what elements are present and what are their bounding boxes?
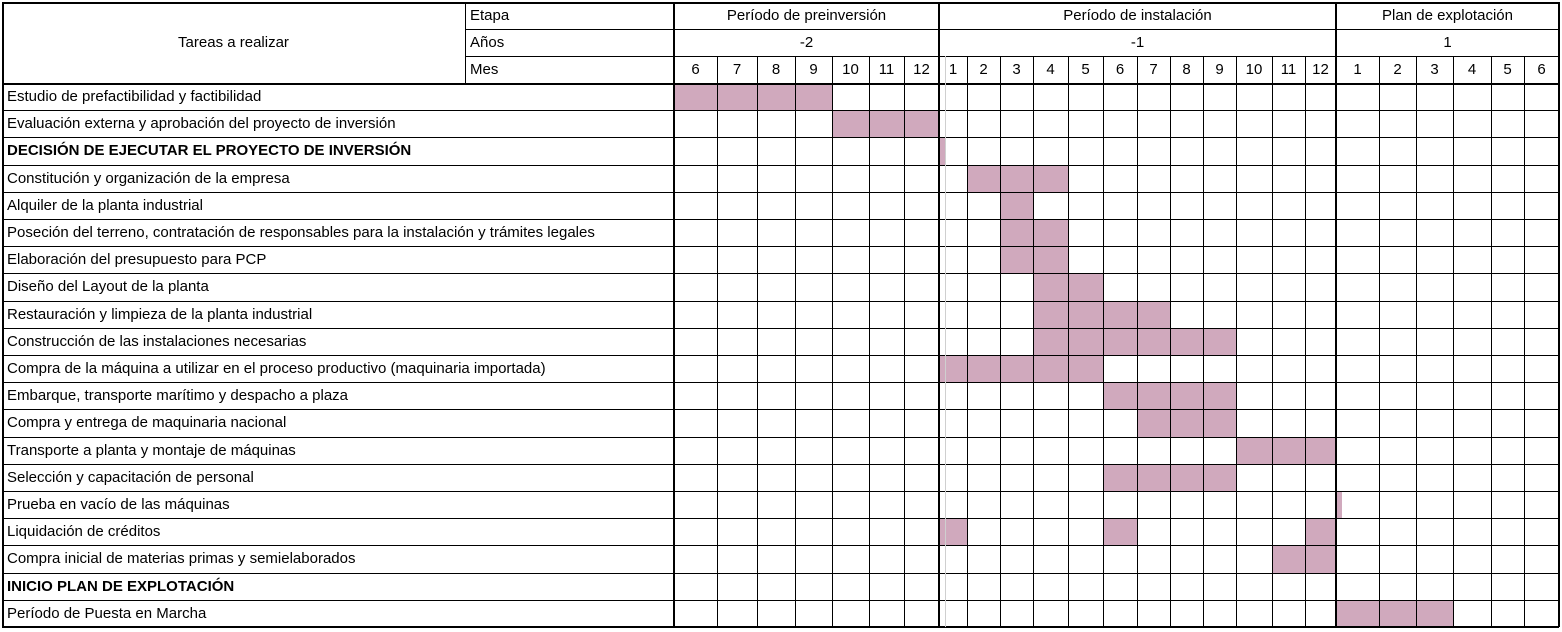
grid-line [1103, 56, 1104, 627]
month-header: 3 [1430, 61, 1439, 78]
gantt-bar-cell [1000, 246, 1033, 273]
grid-line [1524, 56, 1525, 627]
month-header: 11 [878, 61, 895, 78]
grid-line [1558, 2, 1560, 627]
period-label: Período de preinversión [726, 7, 887, 24]
grid-line [1170, 56, 1171, 627]
gantt-bar-cell [1170, 382, 1203, 409]
gantt-bar-cell [717, 83, 757, 110]
grid-line [465, 56, 1559, 57]
gantt-bar-cell [1033, 246, 1068, 273]
gantt-bar-cell [1137, 328, 1170, 355]
grid-line [2, 409, 1559, 410]
gantt-bar-cell [869, 110, 904, 137]
month-header: 5 [1081, 61, 1090, 78]
month-header: 8 [771, 61, 781, 78]
gantt-bar-cell [1305, 518, 1336, 545]
gantt-bar-cell [1236, 437, 1272, 464]
grid-line [1272, 56, 1273, 627]
month-header: 9 [1215, 61, 1224, 78]
gantt-bar-cell [1203, 328, 1236, 355]
gantt-bar-cell [1000, 165, 1033, 192]
task-label: INICIO PLAN DE EXPLOTACIÓN [7, 577, 235, 595]
task-label: Restauración y limpieza de la planta industrial [7, 305, 313, 323]
grid-line [1033, 56, 1034, 627]
gantt-bar-cell [1416, 600, 1453, 627]
task-label: Constitución y organización de la empresa [7, 169, 290, 187]
month-header: 3 [1012, 61, 1021, 78]
gantt-bar-cell [967, 355, 1000, 382]
grid-line [2, 328, 1559, 329]
gantt-bar-cell [1068, 355, 1103, 382]
task-label: Estudio de prefactibilidad y factibilidad [7, 88, 262, 106]
task-label: DECISIÓN DE EJECUTAR EL PROYECTO DE INVERSIÓN [7, 142, 412, 160]
grid-line [2, 600, 1559, 601]
month-header: 12 [1312, 61, 1329, 78]
month-header: 10 [1245, 61, 1263, 78]
month-header: 2 [979, 61, 988, 78]
grid-line [2, 573, 1559, 574]
task-label: Selección y capacitación de personal [7, 468, 254, 486]
month-header: 4 [1046, 61, 1055, 78]
month-header: 7 [1149, 61, 1158, 78]
gantt-bar-cell [904, 110, 939, 137]
month-header: 4 [1467, 61, 1477, 78]
gantt-bar-cell [832, 110, 869, 137]
task-label: Construcción de las instalaciones necesarias [7, 332, 307, 350]
grid-line [967, 56, 968, 627]
grid-line [1137, 56, 1138, 627]
gantt-bar-cell [1033, 273, 1068, 300]
grid-line [2, 437, 1559, 438]
grid-line [938, 2, 940, 627]
years-label: Años [470, 34, 505, 51]
month-header: 6 [1537, 61, 1546, 78]
grid-line [1491, 56, 1492, 627]
gantt-bar-cell [795, 83, 832, 110]
period-year: -2 [799, 34, 814, 51]
task-label: Compra de la máquina a utilizar en el proceso productivo (maquinaria importada) [7, 360, 546, 378]
grid-line [2, 2, 1559, 4]
grid-line [1453, 56, 1454, 627]
grid-line [2, 110, 1559, 111]
period-year: -1 [1130, 34, 1145, 51]
month-header: 1 [1353, 61, 1362, 78]
month-header: 7 [732, 61, 742, 78]
month-header: 6 [691, 61, 700, 78]
grid-line [2, 301, 1559, 302]
task-label: Poseción del terreno, contratación de responsables para la instalación y trámites legales [7, 224, 595, 242]
grid-line [2, 219, 1559, 220]
grid-line [673, 2, 675, 627]
grid-line [2, 545, 1559, 546]
grid-line [869, 56, 870, 627]
gantt-bar-cell [1103, 328, 1137, 355]
month-header: 11 [1280, 61, 1297, 78]
gantt-bar-cell [1033, 219, 1068, 246]
month-header: 9 [809, 61, 818, 78]
gantt-bar-cell [1170, 328, 1203, 355]
grid-line [465, 29, 1559, 30]
tasks-header: Tareas a realizar [178, 34, 289, 51]
grid-line [2, 273, 1559, 274]
gantt-bar-cell [939, 355, 967, 382]
gantt-bar-cell [1203, 382, 1236, 409]
month-header: 2 [1393, 61, 1402, 78]
grid-line [2, 83, 1559, 85]
gantt-bar-cell [1000, 219, 1033, 246]
period-year: 1 [1443, 34, 1452, 51]
task-label: Evaluación externa y aprobación del proyecto de inversión [7, 115, 396, 133]
gantt-bar-cell [1103, 382, 1137, 409]
gantt-bar-cell [1170, 464, 1203, 491]
gantt-bar-cell [1103, 518, 1137, 545]
grid-line [757, 56, 758, 627]
gantt-bar-cell [1203, 464, 1236, 491]
gantt-bar-cell [1305, 545, 1336, 572]
grid-line [1305, 56, 1306, 627]
grid-line [2, 627, 1559, 628]
grid-line [795, 56, 796, 627]
gantt-bar-cell [1272, 437, 1305, 464]
gantt-bar-cell [1203, 409, 1236, 436]
gantt-bar-cell [757, 83, 795, 110]
grid-line [465, 2, 466, 83]
grid-line [2, 382, 1559, 383]
month-header: 8 [1182, 61, 1191, 78]
task-label: Transporte a planta y montaje de máquinas [7, 441, 296, 459]
gantt-bar-cell [1272, 545, 1305, 572]
grid-line [2, 165, 1559, 166]
grid-line [1335, 2, 1337, 627]
grid-line [904, 56, 905, 627]
gantt-bar-cell [1033, 301, 1068, 328]
gantt-bar-cell [1068, 328, 1103, 355]
gantt-bar-cell [1000, 355, 1033, 382]
grid-line [2, 464, 1559, 465]
grid-line [2, 2, 4, 627]
month-header: 5 [1503, 61, 1512, 78]
grid-line [2, 518, 1559, 519]
gantt-bar-cell [1103, 301, 1137, 328]
task-label: Alquiler de la planta industrial [7, 196, 203, 214]
grid-line [2, 137, 1559, 138]
gantt-bar-cell [1137, 301, 1170, 328]
grid-line [1203, 56, 1204, 627]
grid-line [1068, 56, 1069, 627]
gantt-bar-cell [1033, 165, 1068, 192]
task-label: Diseño del Layout de la planta [7, 278, 209, 296]
month-label: Mes [470, 61, 499, 78]
gantt-bar-cell [1068, 301, 1103, 328]
grid-line [1379, 56, 1380, 627]
task-label: Liquidación de créditos [7, 523, 161, 541]
grid-line [832, 56, 833, 627]
task-label: Compra y entrega de maquinaria nacional [7, 414, 287, 432]
gantt-bar-cell [1137, 464, 1170, 491]
gantt-bar-cell [1000, 192, 1033, 219]
task-label: Embarque, transporte marítimo y despacho a plaza [7, 387, 349, 405]
gantt-bar-cell [1336, 600, 1379, 627]
gantt-bar-cell [1305, 437, 1336, 464]
month-header: 1 [948, 61, 958, 78]
gantt-bar-cell [1068, 273, 1103, 300]
gantt-bar-cell [1103, 464, 1137, 491]
month-header: 6 [1115, 61, 1125, 78]
gantt-bar-cell [1170, 409, 1203, 436]
month-header: 10 [842, 61, 859, 78]
task-label: Período de Puesta en Marcha [7, 604, 207, 622]
period-label: Período de instalación [1063, 7, 1212, 24]
grid-line [1236, 56, 1237, 627]
grid-line [2, 246, 1559, 247]
task-label: Compra inicial de materias primas y semielaborados [7, 550, 356, 568]
gantt-bar-cell [939, 518, 967, 545]
stage-label: Etapa [470, 7, 510, 24]
gantt-bar-cell [1033, 328, 1068, 355]
gantt-bar-cell [967, 165, 1000, 192]
period-label: Plan de explotación [1382, 7, 1513, 24]
grid-line [1000, 56, 1001, 627]
task-label: Prueba en vacío de las máquinas [7, 496, 230, 514]
grid-line [1416, 56, 1417, 627]
month-header: 12 [913, 61, 930, 78]
grid-line [717, 56, 718, 627]
gantt-bar-cell [674, 83, 717, 110]
gantt-bar-cell [1137, 382, 1170, 409]
task-label: Elaboración del presupuesto para PCP [7, 251, 267, 269]
grid-line [945, 56, 946, 627]
gantt-bar-cell [1379, 600, 1416, 627]
gantt-bar-cell [1033, 355, 1068, 382]
grid-line [2, 355, 1559, 356]
gantt-bar-cell [1137, 409, 1170, 436]
grid-line [2, 491, 1559, 492]
grid-line [2, 192, 1559, 193]
